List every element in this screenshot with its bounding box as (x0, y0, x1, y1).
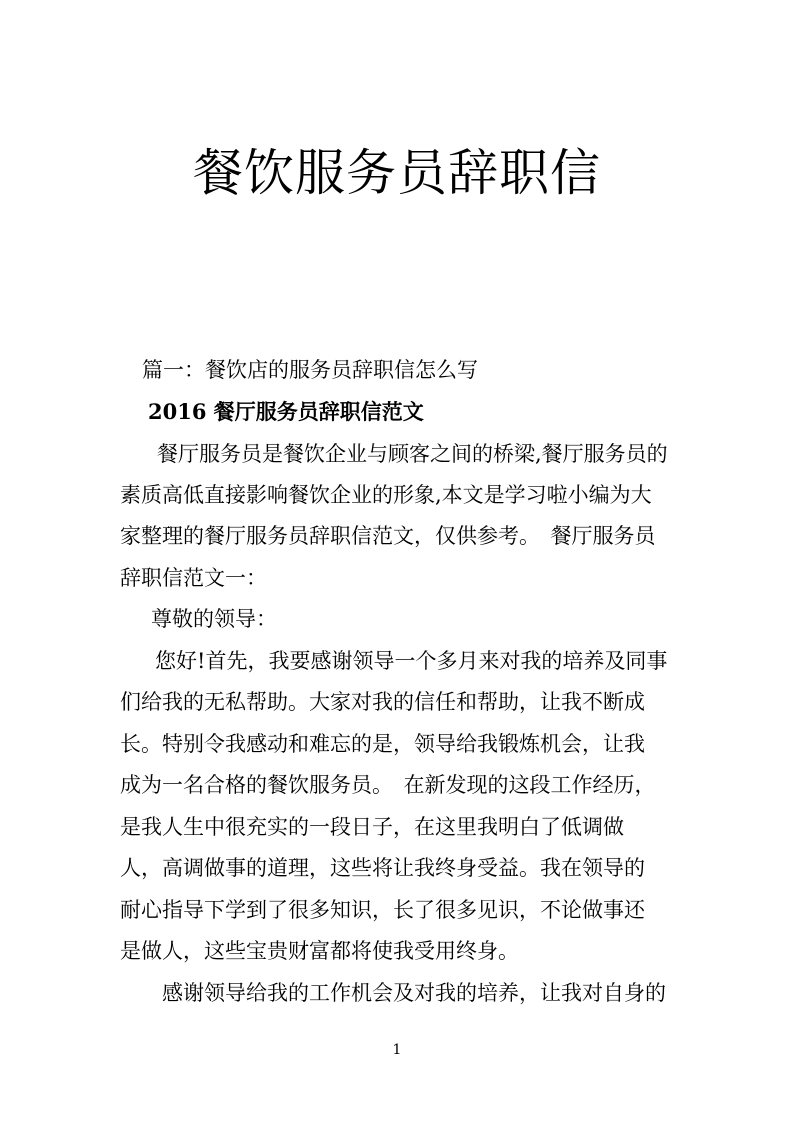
paragraph-line: 是做人，这些宝贵财富都将使我受用终身。 (120, 939, 519, 963)
article-title: 2016 餐厅服务员辞职信范文 (148, 399, 424, 424)
document-title: 餐饮服务员辞职信 (193, 144, 601, 202)
paragraph-line: 素质高低直接影响餐饮企业的形象,本文是学习啦小编为大 (120, 483, 652, 507)
paragraph-line: 长。特别令我感动和难忘的是，领导给我锻炼机会，让我 (120, 732, 645, 756)
paragraph-line: 人，高调做事的道理，这些将让我终身受益。我在领导的 (120, 856, 645, 880)
paragraph-line: 辞职信范文一： (120, 566, 267, 590)
paragraph-line: 耐心指导下学到了很多知识，长了很多见识，不论做事还 (120, 898, 645, 922)
section-heading: 篇一：餐饮店的服务员辞职信怎么写 (142, 358, 478, 382)
paragraph-line: 成为一名合格的餐饮服务员。 在新发现的这段工作经历， (120, 773, 656, 797)
paragraph-line: 是我人生中很充实的一段日子，在这里我明白了低调做 (120, 815, 624, 839)
paragraph-line: 家整理的餐厅服务员辞职信范文，仅供参考。 餐厅服务员 (120, 524, 656, 548)
salutation: 尊敬的领导： (151, 607, 277, 631)
paragraph-line: 们给我的无私帮助。大家对我的信任和帮助，让我不断成 (120, 690, 645, 714)
paragraph-line: 您好!首先，我要感谢领导一个多月来对我的培养及同事 (155, 649, 668, 673)
paragraph-line: 餐厅服务员是餐饮企业与顾客之间的桥梁,餐厅服务员的 (157, 442, 668, 466)
paragraph-line: 感谢领导给我的工作机会及对我的培养，让我对自身的 (162, 981, 666, 1005)
page-number: 1 (392, 1042, 402, 1058)
